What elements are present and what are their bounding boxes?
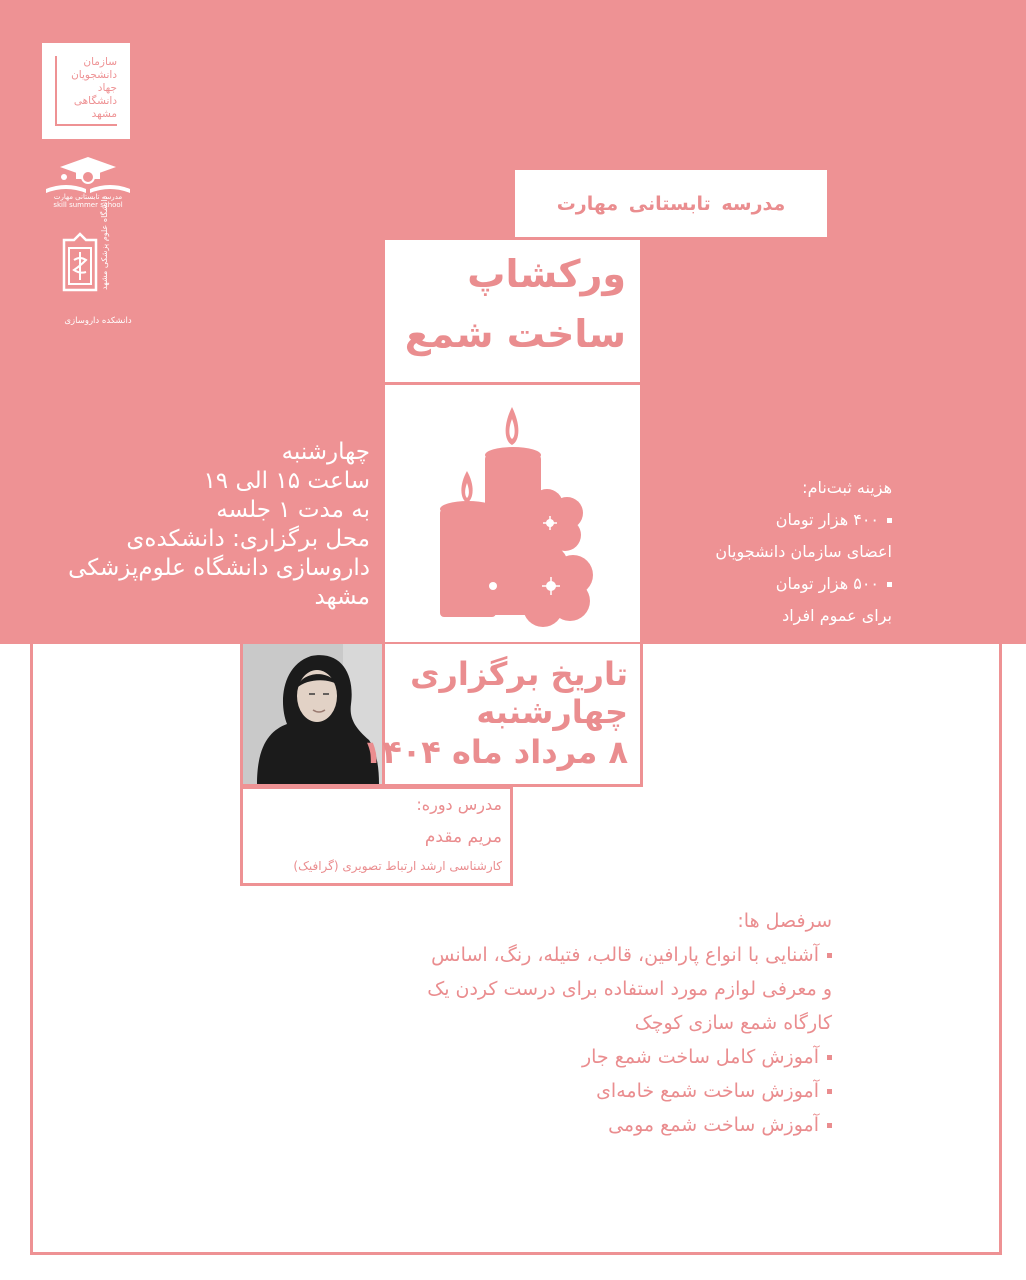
school-title-box <box>515 170 827 237</box>
instructor-info-box <box>240 786 513 886</box>
fee-desc: اعضای سازمان دانشجویان <box>715 542 892 561</box>
fee-heading: هزینه ثبت‌نام: <box>802 478 892 497</box>
university-name: دانشگاه علوم پزشکی مشهد <box>100 195 109 290</box>
topic-text: آموزش ساخت شمع خامه‌ای <box>596 1080 819 1102</box>
instructor-label: مدرس دوره: <box>416 795 502 814</box>
schedule-line: چهارشنبه <box>281 439 370 465</box>
topic-item <box>372 1074 832 1108</box>
bullet-icon <box>827 1055 832 1060</box>
topic-text: آشنایی با انواع پارافین، قالب، فتیله، رنگ، اسانس <box>431 944 819 966</box>
date-weekday: چهارشنبه <box>476 693 628 731</box>
bullet-icon <box>827 953 832 958</box>
topic-text: آموزش ساخت شمع مومی <box>608 1114 819 1136</box>
schedule-line: مشهد <box>314 584 370 610</box>
school-logo-caption: مدرسه تابستانی مهارت skill summer school <box>53 193 123 209</box>
org-logo <box>42 43 130 139</box>
topic-text: کارگاه شمع سازی کوچک <box>634 1012 832 1034</box>
fee-price: ۵۰۰ هزار تومان <box>775 574 879 593</box>
topic-text: آموزش کامل ساخت شمع جار <box>581 1046 819 1068</box>
instructor-portrait-icon <box>243 644 382 784</box>
topic-item <box>372 1108 832 1142</box>
date-label: تاریخ برگزاری <box>410 655 628 693</box>
schedule-info <box>40 438 370 612</box>
bullet-icon <box>887 518 892 523</box>
candle-illustration-box <box>385 385 640 642</box>
schedule-line: ساعت ۱۵ الی ۱۹ <box>203 468 370 494</box>
schedule-line: به مدت ۱ جلسه <box>216 497 370 523</box>
org-logo-text: سازمان دانشجویان جهاد دانشگاهی مشهد <box>55 56 117 126</box>
topics-heading: سرفصل ها: <box>737 910 832 932</box>
bullet-icon <box>827 1089 832 1094</box>
fee-item <box>652 504 892 536</box>
schedule-line: داروسازی دانشگاه علوم‌پزشکی <box>68 555 370 581</box>
candle-flowers-icon <box>385 385 640 642</box>
school-logo <box>42 155 134 217</box>
date-value: ۸ مرداد ماه ۱۴۰۴ <box>362 733 628 771</box>
fee-item <box>652 568 892 600</box>
course-topics <box>372 904 832 1142</box>
school-title: مدرسه تابستانی مهارت <box>556 192 786 215</box>
workshop-title-box <box>385 240 640 382</box>
registration-fee <box>652 472 892 632</box>
topic-item <box>372 1040 832 1074</box>
topic-item <box>372 938 832 972</box>
instructor-photo <box>243 644 382 784</box>
bullet-icon <box>827 1123 832 1128</box>
university-emblem-icon <box>60 232 100 292</box>
workshop-title-line1: ورکشاپ <box>467 252 626 296</box>
fee-price: ۴۰۰ هزار تومان <box>775 510 879 529</box>
workshop-title-line2: ساخت شمع <box>404 312 626 356</box>
bullet-icon <box>887 582 892 587</box>
graduation-cap-icon <box>42 155 134 195</box>
fee-desc: برای عموم افراد <box>782 606 892 625</box>
instructor-degree: کارشناسی ارشد ارتباط تصویری (گرافیک) <box>293 859 502 873</box>
topic-text: و معرفی لوازم مورد استفاده برای درست کردن یک <box>427 978 832 1000</box>
university-logo-caption: دانشکده داروسازی <box>64 316 132 326</box>
instructor-name: مریم مقدم <box>424 827 502 847</box>
event-date-box <box>362 644 640 784</box>
schedule-line: محل برگزاری: دانشکده‌ی <box>126 526 370 552</box>
divider-line <box>640 644 643 786</box>
